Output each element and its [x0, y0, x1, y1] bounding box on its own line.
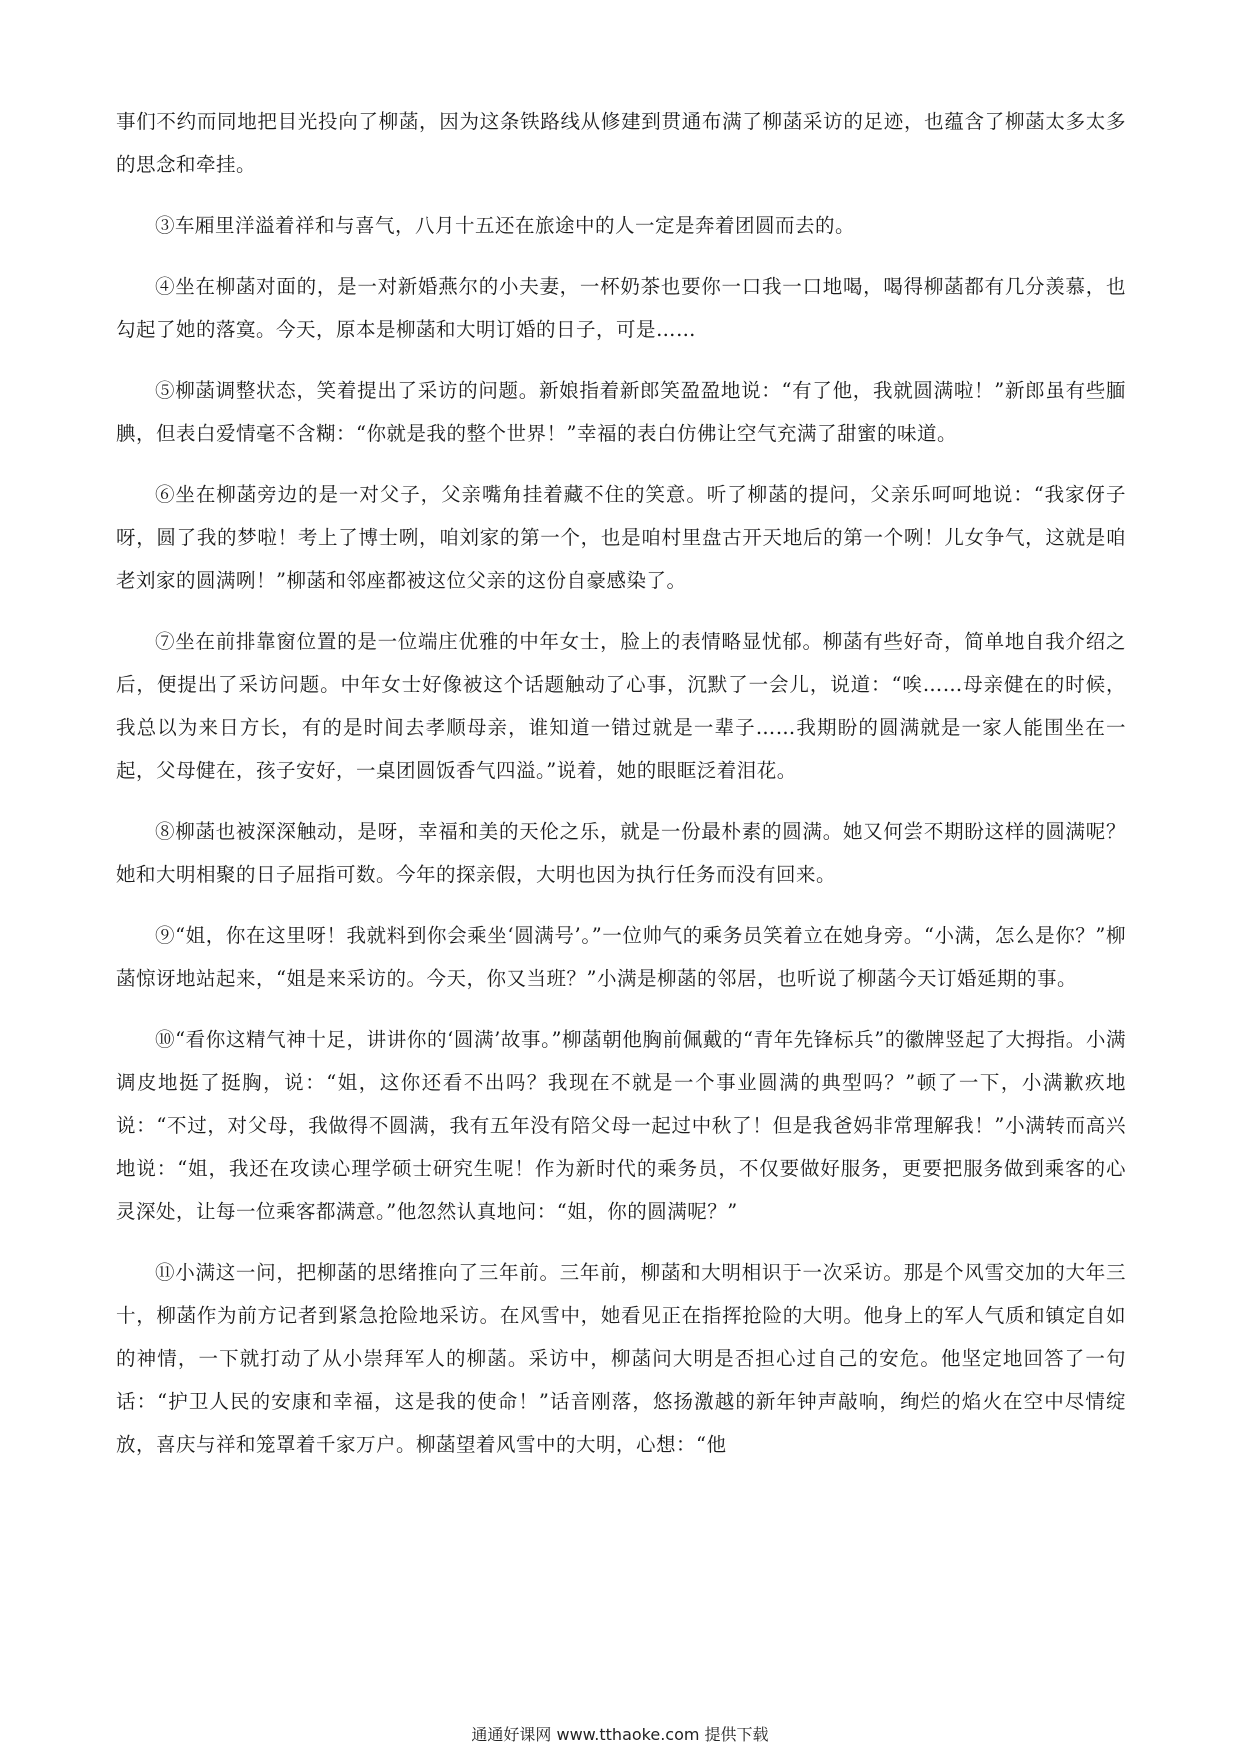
paragraph-4: ④坐在柳菡对面的，是一对新婚燕尔的小夫妻，一杯奶茶也要你一口我一口地喝，喝得柳菡都有几分羡慕，也勾起了她的落寞。今天，原本是柳菡和大明订婚的日子，可是……	[116, 275, 1126, 341]
paragraph-5: ⑤柳菡调整状态，笑着提出了采访的问题。新娘指着新郎笑盈盈地说：“有了他，我就圆满啦！”新郎虽有些腼腆，但表白爱情毫不含糊：“你就是我的整个世界！”幸福的表白仿佛让空气充满了甜蜜的味道。	[116, 379, 1126, 445]
paragraph-10: ⑩“看你这精气神十足，讲讲你的‘圆满’故事。”柳菡朝他胸前佩戴的“青年先锋标兵”的徽牌竖起了大拇指。小满调皮地挺了挺胸，说：“姐，这你还看不出吗？我现在不就是一个事业圆满的典型吗？”顿了一下，小满歉疚地说：“不过，对父母，我做得不圆满，我有五年没有陪父母一起过中秋了！但是我爸妈非常理解我！”小满转而高兴地说：“姐，我还在攻读心理学硕士研究生呢！作为新时代的乘务员，不仅要做好服务，更要把服务做到乘客的心灵深处，让每一位乘客都满意。”他忽然认真地问：“姐，你的圆满呢？”	[116, 1028, 1126, 1223]
paragraph-8: ⑧柳菡也被深深触动，是呀，幸福和美的天伦之乐，就是一份最朴素的圆满。她又何尝不期盼这样的圆满呢？她和大明相聚的日子屈指可数。今年的探亲假，大明也因为执行任务而没有回来。	[116, 820, 1126, 886]
paragraph-6: ⑥坐在柳菡旁边的是一对父子，父亲嘴角挂着藏不住的笑意。听了柳菡的提问，父亲乐呵呵地说：“我家伢子呀，圆了我的梦啦！考上了博士咧，咱刘家的第一个，也是咱村里盘古开天地后的第一个咧！儿女争气，这就是咱老刘家的圆满咧！”柳菡和邻座都被这位父亲的这份自豪感染了。	[116, 483, 1126, 592]
paragraph-9: ⑨“姐，你在这里呀！我就料到你会乘坐‘圆满号’。”一位帅气的乘务员笑着立在她身旁。“小满，怎么是你？”柳菡惊讶地站起来，“姐是来采访的。今天，你又当班？”小满是柳菡的邻居，也听说了柳菡今天订婚延期的事。	[116, 924, 1126, 990]
paragraph-7: ⑦坐在前排靠窗位置的是一位端庄优雅的中年女士，脸上的表情略显忧郁。柳菡有些好奇，简单地自我介绍之后，便提出了采访问题。中年女士好像被这个话题触动了心事，沉默了一会儿，说道：“唉……母亲健在的时候，我总以为来日方长，有的是时间去孝顺母亲，谁知道一错过就是一辈子……我期盼的圆满就是一家人能围坐在一起，父母健在，孩子安好，一桌团圆饭香气四溢。”说着，她的眼眶泛着泪花。	[116, 630, 1126, 782]
paragraph-11: ⑪小满这一问，把柳菡的思绪推向了三年前。三年前，柳菡和大明相识于一次采访。那是个风雪交加的大年三十，柳菡作为前方记者到紧急抢险地采访。在风雪中，她看见正在指挥抢险的大明。他身上的军人气质和镇定自如的神情，一下就打动了从小崇拜军人的柳菡。采访中，柳菡问大明是否担心过自己的安危。他坚定地回答了一句话：“护卫人民的安康和幸福，这是我的使命！”话音刚落，悠扬激越的新年钟声敲响，绚烂的焰火在空中尽情绽放，喜庆与祥和笼罩着千家万户。柳菡望着风雪中的大明，心想：“他	[116, 1261, 1126, 1456]
document-body	[116, 100, 1126, 1484]
paragraph-continuation: 事们不约而同地把目光投向了柳菡，因为这条铁路线从修建到贯通布满了柳菡采访的足迹，也蕴含了柳菡太多太多的思念和牵挂。	[116, 110, 1126, 176]
page-footer: 通通好课网 www.tthaoke.com 提供下载	[471, 1725, 769, 1744]
paragraph-3: ③车厢里洋溢着祥和与喜气，八月十五还在旅途中的人一定是奔着团圆而去的。	[155, 214, 856, 237]
